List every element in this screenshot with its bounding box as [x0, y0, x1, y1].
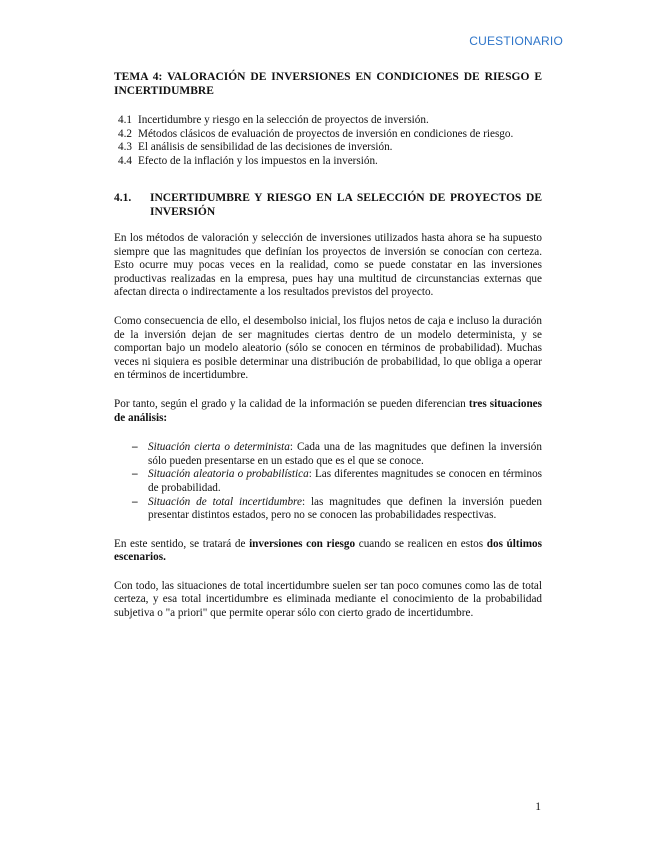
paragraph-4-text-mid: cuando se realicen en estos — [355, 537, 487, 550]
section-title: INCERTIDUMBRE Y RIESGO EN LA SELECCIÓN DE PROYECTOS DE INVERSIÓN — [150, 192, 542, 218]
paragraph-3-text: Por tanto, según el grado y la calidad de la información se pueden diferencian — [114, 397, 469, 410]
dash-bullet: – — [132, 441, 138, 454]
toc-item — [114, 114, 542, 128]
toc-item-text: Métodos clásicos de evaluación de proyectos de inversión en condiciones de riesgo. — [138, 127, 514, 140]
list-item-description: : las magnitudes que definen la inversión pueden presentar distintos estados, pero no se conocen las probabilidades respectivas. — [148, 495, 542, 522]
paragraph-3 — [114, 398, 542, 425]
list-item-description: : Cada una de las magnitudes que definen la inversión sólo pueden presentarse en un estado que es el que se conoce. — [148, 441, 542, 467]
section-heading — [114, 191, 542, 219]
table-of-contents — [114, 114, 542, 168]
list-item-text — [148, 441, 542, 468]
paragraph-4-bold-1: inversiones con riesgo — [249, 537, 356, 550]
page-title: TEMA 4: VALORACIÓN DE INVERSIONES EN CONDICIONES DE RIESGO E INCERTIDUMBRE — [114, 71, 542, 97]
section-number: 4.1. — [114, 192, 132, 204]
list-item-term: Situación cierta o determinista — [148, 441, 290, 454]
paragraph-1: En los métodos de valoración y selección de inversiones utilizados hasta ahora se ha supuesto siempre que las magnitudes que definían los proyectos de inversión se conocían con certeza. Esto ocurre muy pocas veces en la realidad, como se puede constatar en las inversiones productivas realizadas en la empresa, pues hay una multitud de circunstancias externas que afectan directa o indirectamente a los resultados previstos del proyecto. — [114, 232, 542, 299]
header-label: CUESTIONARIO — [469, 34, 563, 48]
page-content — [114, 70, 542, 621]
paragraph-2: Como consecuencia de ello, el desembolso inicial, los flujos netos de caja e incluso la duración de la inversión dejan de ser magnitudes ciertas dentro de un modelo determinista, y se comportan bajo un modelo aleatorio (sólo se conocen en términos de probabilidad). Muchas veces ni siquiera es posible determinar una distribución de probabilidad, lo que obliga a operar en términos de incertidumbre. — [114, 314, 542, 382]
toc-item-number: 4.4 — [118, 154, 132, 167]
dash-bullet: – — [132, 495, 138, 508]
analysis-situations-list — [114, 441, 542, 523]
list-item — [114, 468, 542, 495]
paragraph-5: Con todo, las situaciones de total incertidumbre suelen ser tan poco comunes como las de total certeza, y esa total incertidumbre es eliminada mediante el conocimiento de la probabilidad subjetiva o "a priori" que permite operar sólo con cierto grado de incertidumbre. — [114, 579, 542, 620]
paragraph-4-text: En este sentido, se tratará de — [114, 537, 250, 550]
toc-item — [114, 155, 542, 169]
list-item-description: : Las diferentes magnitudes se conocen en términos de probabilidad. — [148, 468, 543, 494]
toc-item-number: 4.1 — [118, 114, 132, 126]
paragraph-4-bold-2: dos últimos escenarios. — [114, 537, 542, 564]
toc-item-number: 4.2 — [118, 127, 132, 140]
toc-item — [114, 141, 542, 155]
page-number: 1 — [535, 801, 541, 813]
paragraph-4 — [114, 538, 542, 565]
list-item-text — [148, 468, 542, 495]
toc-item-text: Efecto de la inflación y los impuestos en la inversión. — [138, 154, 378, 167]
toc-item-text: Incertidumbre y riesgo en la selección de proyectos de inversión. — [138, 114, 429, 126]
paragraph-3-bold: tres situaciones de análisis: — [114, 397, 542, 424]
list-item — [114, 441, 542, 468]
toc-item-text: El análisis de sensibilidad de las decisiones de inversión. — [138, 141, 393, 153]
toc-item — [114, 128, 542, 142]
list-item-text — [148, 496, 542, 523]
list-item-term: Situación de total incertidumbre — [148, 495, 302, 508]
toc-item-number: 4.3 — [118, 141, 132, 153]
list-item-term: Situación aleatoria o probabilística — [148, 468, 309, 481]
list-item — [114, 496, 542, 523]
dash-bullet: – — [132, 468, 138, 481]
